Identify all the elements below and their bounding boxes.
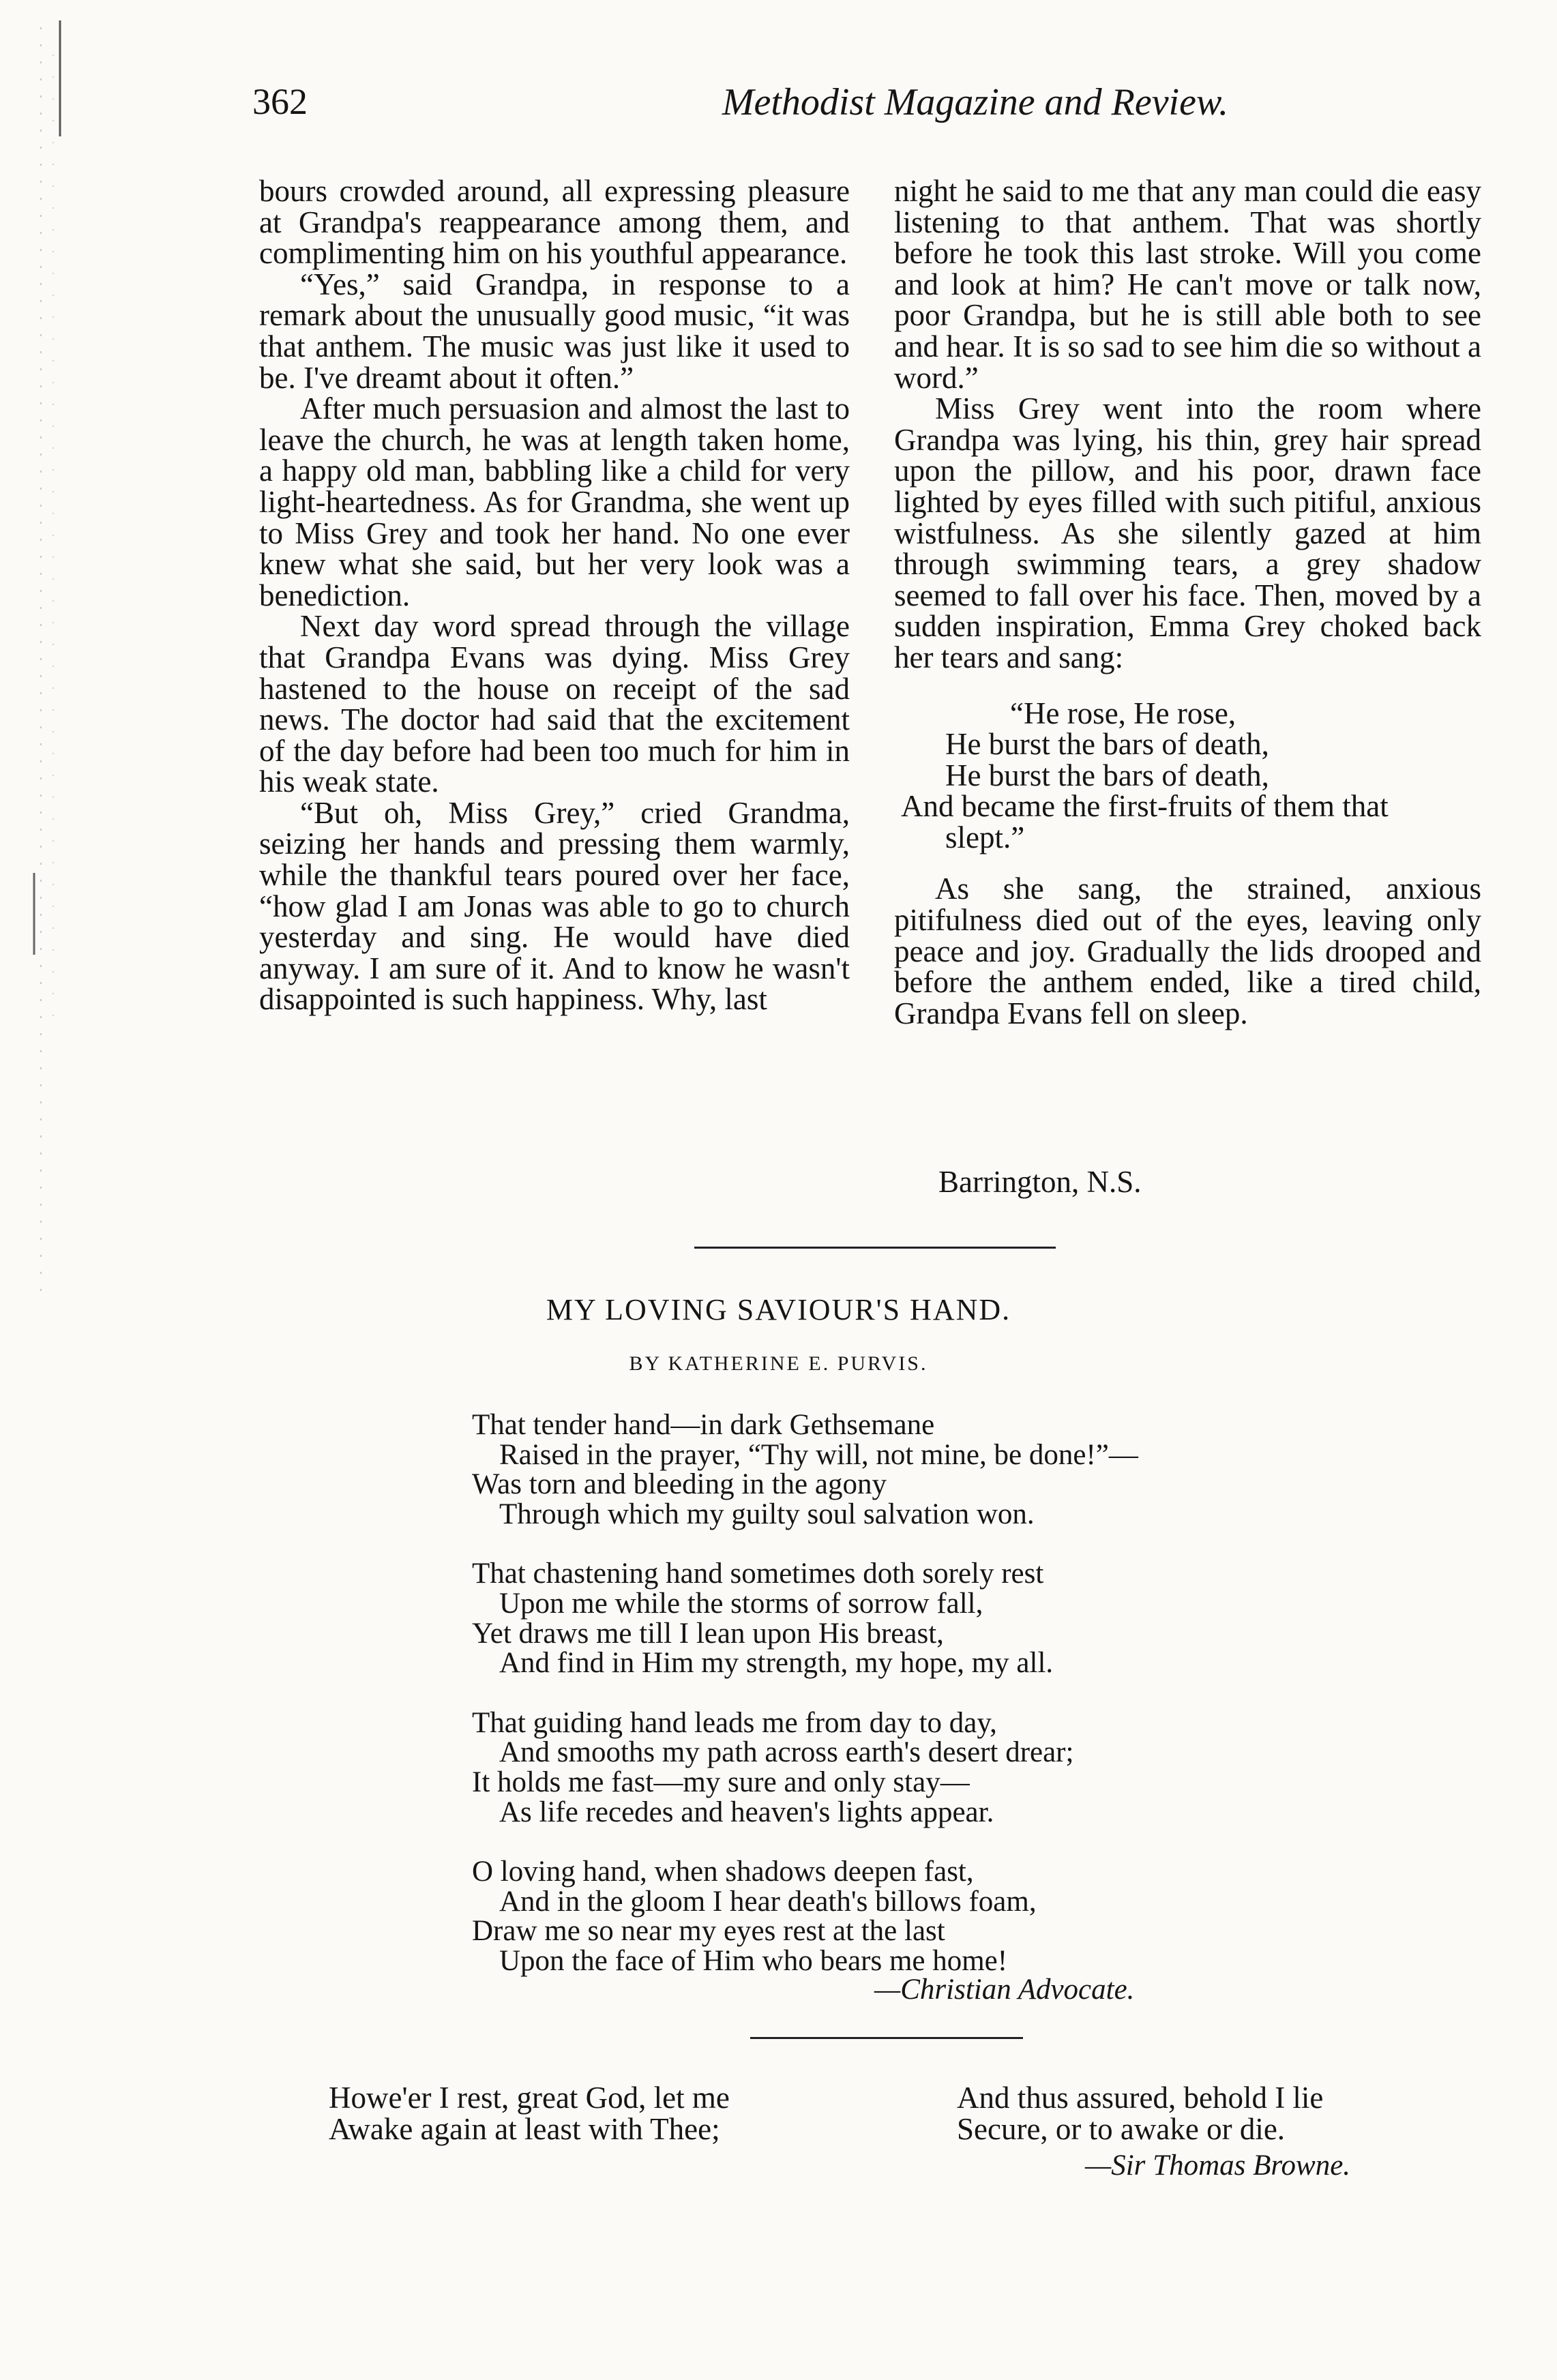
paragraph: “Yes,” said Grandpa, in response to a remark about the unusually good music, “it was that anthem. The music was just like it used to be. I've dreamt about it often.”: [259, 267, 850, 395]
stanza: [472, 1559, 1138, 1678]
poem-line: As life recedes and heaven's lights appear.: [499, 1796, 994, 1828]
poem-byline: BY KATHERINE E. PURVIS.: [629, 1352, 928, 1375]
closing-verse-right: [957, 2082, 1323, 2145]
poem-line: And smooths my path across earth's desert drear;: [499, 1736, 1074, 1769]
verse-line: And became the first-fruits of them that: [901, 789, 1389, 824]
paragraph: As she sang, the strained, anxious pitifulness died out of the eyes, leaving only peace and joy. Gradually the lids drooped and before the anthem ended, like a tired child, Grandpa Evans fell on sleep.: [894, 872, 1481, 1030]
paragraph: night he said to me that any man could die easy listening to that anthem. That was shortly before he took this last stroke. Will you come and look at him? He can't move or talk now, poor Grandpa, but he is still able both to see and hear. It is so sad to see him die so without a word.”: [894, 174, 1481, 395]
section-divider: [694, 1247, 1056, 1249]
poem-line: Raised in the prayer, “Thy will, not mine, be done!”—: [499, 1438, 1138, 1471]
page-header: [252, 80, 1494, 135]
paragraph: “But oh, Miss Grey,” cried Grandma, seizing her hands and pressing them warmly, while the thankful tears poured over her face, “how glad I am Jonas was able to go to church yesterday and sing. He would have died anyway. I am sure of it. And to know he wasn't disappointed is such happiness. Why, last: [259, 795, 850, 1017]
poem-line: Yet draws me till I lean upon His breast,: [472, 1617, 944, 1650]
poem: [472, 1410, 1138, 1976]
stanza: [472, 1410, 1138, 1529]
verse-line: He burst the bars of death,: [945, 758, 1269, 792]
poem-line: That tender hand—in dark Gethsemane: [472, 1409, 935, 1441]
paragraph: Next day word spread through the village that Grandpa Evans was dying. Miss Grey hastened to the house on receipt of the sad news. The doctor had said that the excitement of the day before had been too much for him in his weak state.: [259, 609, 850, 799]
left-column: [259, 176, 850, 1015]
poem-line: Upon the face of Him who bears me home!: [499, 1944, 1008, 1977]
poem-title: MY LOVING SAVIOUR'S HAND.: [546, 1293, 1011, 1326]
poem-line: Upon me while the storms of sorrow fall,: [499, 1587, 983, 1620]
paragraph: Miss Grey went into the room where Grandpa was lying, his thin, grey hair spread upon the pillow, and his poor, drawn face lighted by eyes filled with such pitiful, anxious wistfulness. As she silently gazed at him through swimming tears, a grey shadow seemed to fall over his face. Then, moved by a sudden inspiration, Emma Grey choked back her tears and sang:: [894, 391, 1481, 674]
poem-line: And in the gloom I hear death's billows foam,: [499, 1885, 1037, 1918]
poem-line: It holds me fast—my sure and only stay—: [472, 1766, 970, 1798]
poem-line: That chastening hand sometimes doth sorely rest: [472, 1558, 1044, 1590]
stanza: [472, 1857, 1138, 1976]
verse-line: Secure, or to awake or die.: [957, 2112, 1286, 2146]
poem-line: And find in Him my strength, my hope, my all.: [499, 1647, 1054, 1680]
poem-line: Through which my guilty soul salvation won.: [499, 1498, 1035, 1530]
running-title: Methodist Magazine and Review.: [722, 81, 1229, 123]
poem-attribution: —Christian Advocate.: [874, 1974, 1135, 2006]
verse-line: He burst the bars of death,: [945, 727, 1269, 762]
verse-line: “He rose, He rose,: [1010, 696, 1236, 730]
signoff: Barrington, N.S.: [938, 1165, 1142, 1199]
page-number: 362: [252, 81, 308, 122]
closing-attribution: —Sir Thomas Browne.: [1085, 2150, 1351, 2182]
poem-line: O loving hand, when shadows deepen fast,: [472, 1856, 974, 1888]
verse-line: slept.”: [945, 820, 1025, 854]
verse-line: Awake again at least with Thee;: [329, 2112, 720, 2146]
stanza: [472, 1708, 1138, 1827]
margin-marks: [0, 0, 82, 1364]
poem-line: Draw me so near my eyes rest at the last: [472, 1915, 945, 1948]
quoted-verse: [894, 698, 1481, 854]
verse-line: And thus assured, behold I lie: [957, 2081, 1324, 2115]
poem-line: Was torn and bleeding in the agony: [472, 1468, 887, 1501]
section-divider: [750, 2037, 1023, 2039]
poem-line: That guiding hand leads me from day to day,: [472, 1706, 997, 1739]
closing-verse-left: [329, 2082, 730, 2145]
paragraph: After much persuasion and almost the last to leave the church, he was at length taken home, a happy old man, babbling like a child for very light-heartedness. As for Grandma, she went up to Miss Grey and took her hand. No one ever knew what she said, but her very look was a benediction.: [259, 391, 850, 612]
verse-line: Howe'er I rest, great God, let me: [329, 2081, 730, 2115]
right-column: [894, 176, 1481, 1029]
paragraph: bours crowded around, all expressing pleasure at Grandpa's reappearance among them, and complimenting him on his youthful appearance.: [259, 174, 850, 271]
